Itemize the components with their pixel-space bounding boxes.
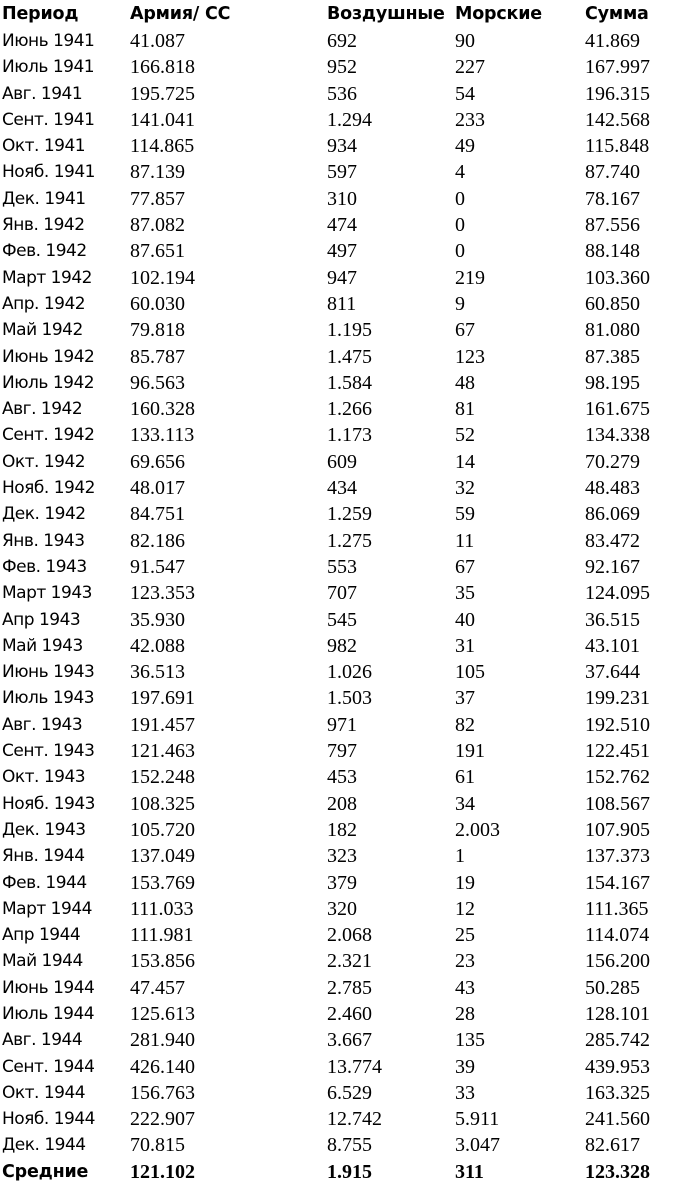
cell-period: Июнь 1941 [2, 31, 95, 51]
cell-naval: 25 [455, 924, 475, 947]
cell-period: Сент. 1943 [2, 741, 95, 762]
table-row [0, 54, 674, 80]
table-row [0, 422, 674, 448]
cell-air: 497 [327, 240, 357, 263]
table-row [0, 449, 674, 475]
table-row [0, 28, 674, 54]
cell-air: 609 [327, 450, 357, 473]
cell-naval: 219 [455, 266, 485, 289]
cell-air: 811 [327, 292, 357, 315]
cell-total: 167.997 [585, 56, 650, 79]
cell-total: 156.200 [585, 950, 650, 973]
cell-total: 43.101 [585, 634, 640, 657]
cell-air: 310 [327, 187, 357, 210]
cell-army: 160.328 [130, 398, 195, 421]
cell-period: Дек. 1941 [2, 188, 86, 209]
cell-total: 115.848 [585, 135, 650, 158]
cell-army: 281.940 [130, 1029, 195, 1052]
cell-total: 114.074 [585, 924, 650, 947]
cell-army: 156.763 [130, 1081, 195, 1104]
summary-naval: 311 [455, 1160, 484, 1183]
cell-period: Окт. 1943 [2, 767, 86, 788]
cell-total: 241.560 [585, 1108, 650, 1131]
cell-period: Янв. 1944 [2, 846, 85, 867]
cell-naval: 28 [455, 1002, 475, 1025]
cell-total: 88.148 [585, 240, 640, 263]
table-row [0, 212, 674, 238]
cell-army: 121.463 [130, 740, 195, 763]
cell-army: 197.691 [130, 687, 195, 710]
cell-army: 166.818 [130, 56, 195, 79]
header-naval: Морские [455, 4, 542, 24]
table-row [0, 764, 674, 790]
table-row [0, 633, 674, 659]
cell-period: Сент. 1944 [2, 1056, 95, 1077]
table-row [0, 712, 674, 738]
cell-total: 78.167 [585, 187, 640, 210]
cell-period: Май 1942 [2, 320, 83, 341]
cell-period: Нояб. 1944 [2, 1109, 95, 1130]
cell-army: 102.194 [130, 266, 195, 289]
cell-naval: 67 [455, 319, 475, 342]
cell-period: Нояб. 1942 [2, 478, 95, 499]
table-row [0, 843, 674, 869]
cell-army: 426.140 [130, 1055, 195, 1078]
cell-naval: 123 [455, 345, 485, 368]
cell-period: Дек. 1944 [2, 1135, 86, 1156]
cell-total: 142.568 [585, 108, 650, 131]
cell-naval: 35 [455, 582, 475, 605]
cell-naval: 3.047 [455, 1134, 500, 1157]
cell-total: 87.740 [585, 161, 640, 184]
cell-period: Март 1942 [2, 267, 92, 288]
cell-total: 36.515 [585, 608, 640, 631]
cell-total: 41.869 [585, 30, 640, 52]
cell-period: Дек. 1943 [2, 819, 86, 840]
cell-air: 208 [327, 792, 357, 815]
cell-naval: 32 [455, 477, 475, 500]
table-row [0, 817, 674, 843]
header-row [0, 0, 674, 28]
cell-air: 2.068 [327, 924, 372, 947]
cell-air: 947 [327, 266, 357, 289]
table-row [0, 1001, 674, 1027]
cell-naval: 227 [455, 56, 485, 79]
cell-period: Янв. 1943 [2, 530, 85, 551]
cell-total: 83.472 [585, 529, 640, 552]
table-row [0, 159, 674, 185]
header-total: Сумма [585, 4, 649, 24]
cell-air: 1.259 [327, 503, 372, 526]
cell-total: 107.905 [585, 818, 650, 841]
cell-air: 1.503 [327, 687, 372, 710]
table-row [0, 948, 674, 974]
cell-period: Авг. 1943 [2, 714, 83, 735]
cell-air: 707 [327, 582, 357, 605]
cell-total: 152.762 [585, 766, 650, 789]
cell-army: 69.656 [130, 450, 185, 473]
cell-total: 103.360 [585, 266, 650, 289]
cell-army: 42.088 [130, 634, 185, 657]
header-air: Воздушные [327, 4, 445, 24]
cell-air: 6.529 [327, 1081, 372, 1104]
cell-period: Янв. 1942 [2, 215, 85, 236]
cell-naval: 34 [455, 792, 475, 815]
cell-total: 196.315 [585, 82, 650, 105]
cell-total: 122.451 [585, 740, 650, 763]
cell-air: 1.266 [327, 398, 372, 421]
cell-naval: 135 [455, 1029, 485, 1052]
cell-naval: 61 [455, 766, 475, 789]
cell-army: 84.751 [130, 503, 185, 526]
cell-naval: 54 [455, 82, 475, 105]
cell-period: Нояб. 1943 [2, 793, 95, 814]
table-row [0, 396, 674, 422]
cell-air: 2.321 [327, 950, 372, 973]
summary-row [0, 1159, 674, 1185]
cell-naval: 48 [455, 371, 475, 394]
cell-army: 111.981 [130, 924, 194, 947]
cell-total: 82.617 [585, 1134, 640, 1157]
header-army: Армия/ СС [130, 4, 231, 24]
table-row [0, 1080, 674, 1106]
cell-air: 323 [327, 845, 357, 868]
cell-air: 1.294 [327, 108, 372, 131]
cell-army: 87.082 [130, 214, 185, 237]
table-row [0, 475, 674, 501]
cell-total: 92.167 [585, 555, 640, 578]
table-row [0, 1106, 674, 1132]
cell-army: 152.248 [130, 766, 195, 789]
cell-army: 41.087 [130, 30, 185, 52]
cell-army: 125.613 [130, 1002, 195, 1025]
cell-air: 545 [327, 608, 357, 631]
cell-total: 81.080 [585, 319, 640, 342]
cell-air: 692 [327, 30, 357, 52]
cell-naval: 5.911 [455, 1108, 500, 1131]
cell-naval: 43 [455, 976, 475, 999]
table-row [0, 896, 674, 922]
cell-total: 108.567 [585, 792, 650, 815]
table-row [0, 1132, 674, 1158]
cell-period: Май 1944 [2, 951, 83, 972]
cell-air: 13.774 [327, 1055, 382, 1078]
cell-naval: 40 [455, 608, 475, 631]
cell-naval: 33 [455, 1081, 475, 1104]
cell-air: 8.755 [327, 1134, 372, 1157]
cell-army: 133.113 [130, 424, 195, 447]
cell-total: 86.069 [585, 503, 640, 526]
table-row [0, 370, 674, 396]
cell-air: 982 [327, 634, 357, 657]
cell-air: 2.785 [327, 976, 372, 999]
table-row [0, 607, 674, 633]
cell-period: Июль 1941 [2, 57, 95, 78]
cell-period: Апр. 1942 [2, 293, 86, 314]
cell-naval: 12 [455, 897, 475, 920]
cell-total: 161.675 [585, 398, 650, 421]
summary-army: 121.102 [130, 1160, 195, 1183]
cell-total: 137.373 [585, 845, 650, 868]
table-row [0, 501, 674, 527]
table-row [0, 186, 674, 212]
cell-period: Июль 1942 [2, 372, 95, 393]
cell-naval: 1 [455, 845, 465, 868]
cell-army: 123.353 [130, 582, 195, 605]
cell-air: 1.275 [327, 529, 372, 552]
cell-air: 434 [327, 477, 357, 500]
cell-total: 439.953 [585, 1055, 650, 1078]
cell-period: Нояб. 1941 [2, 162, 95, 183]
cell-army: 82.186 [130, 529, 185, 552]
cell-air: 536 [327, 82, 357, 105]
cell-air: 971 [327, 713, 357, 736]
cell-naval: 67 [455, 555, 475, 578]
cell-period: Авг. 1944 [2, 1030, 83, 1051]
cell-naval: 37 [455, 687, 475, 710]
cell-naval: 81 [455, 398, 475, 421]
cell-period: Июль 1944 [2, 1003, 95, 1024]
summary-total: 123.328 [585, 1160, 650, 1183]
cell-army: 153.856 [130, 950, 195, 973]
cell-period: Июнь 1942 [2, 346, 95, 367]
cell-air: 453 [327, 766, 357, 789]
cell-air: 1.026 [327, 661, 372, 684]
table-row [0, 528, 674, 554]
table-row [0, 685, 674, 711]
cell-period: Авг. 1942 [2, 399, 83, 420]
cell-period: Апр 1944 [2, 925, 81, 946]
cell-total: 50.285 [585, 976, 640, 999]
cell-period: Окт. 1944 [2, 1082, 86, 1103]
cell-army: 87.139 [130, 161, 185, 184]
cell-total: 285.742 [585, 1029, 650, 1052]
cell-naval: 52 [455, 424, 475, 447]
cell-period: Июнь 1943 [2, 662, 95, 683]
cell-period: Март 1944 [2, 898, 92, 919]
cell-air: 797 [327, 740, 357, 763]
cell-naval: 19 [455, 871, 475, 894]
cell-total: 87.556 [585, 214, 640, 237]
cell-total: 163.325 [585, 1081, 650, 1104]
cell-period: Март 1943 [2, 583, 92, 604]
cell-total: 60.850 [585, 292, 640, 315]
cell-army: 108.325 [130, 792, 195, 815]
cell-army: 47.457 [130, 976, 185, 999]
table-row [0, 1054, 674, 1080]
cell-air: 1.195 [327, 319, 372, 342]
cell-period: Фев. 1944 [2, 872, 87, 893]
cell-army: 60.030 [130, 292, 185, 315]
cell-period: Дек. 1942 [2, 504, 86, 525]
cell-army: 141.041 [130, 108, 195, 131]
cell-total: 134.338 [585, 424, 650, 447]
table-row [0, 870, 674, 896]
cell-army: 96.563 [130, 371, 185, 394]
cell-army: 91.547 [130, 555, 185, 578]
cell-total: 98.195 [585, 371, 640, 394]
cell-naval: 105 [455, 661, 485, 684]
table-row [0, 659, 674, 685]
table-row [0, 554, 674, 580]
cell-period: Апр 1943 [2, 609, 81, 630]
cell-total: 128.101 [585, 1002, 650, 1025]
cell-army: 48.017 [130, 477, 185, 500]
cell-naval: 59 [455, 503, 475, 526]
cell-total: 154.167 [585, 871, 650, 894]
table-row [0, 265, 674, 291]
cell-total: 70.279 [585, 450, 640, 473]
cell-air: 597 [327, 161, 357, 184]
cell-naval: 11 [455, 529, 475, 552]
cell-army: 191.457 [130, 713, 195, 736]
cell-naval: 49 [455, 135, 475, 158]
cell-period: Окт. 1942 [2, 451, 86, 472]
cell-naval: 191 [455, 740, 485, 763]
table-row [0, 975, 674, 1001]
cell-air: 952 [327, 56, 357, 79]
cell-naval: 233 [455, 108, 485, 131]
table-body [0, 28, 674, 1159]
cell-naval: 2.003 [455, 818, 500, 841]
cell-naval: 39 [455, 1055, 475, 1078]
cell-total: 199.231 [585, 687, 650, 710]
cell-naval: 4 [455, 161, 465, 184]
cell-army: 77.857 [130, 187, 185, 210]
table-row [0, 133, 674, 159]
cell-naval: 0 [455, 240, 465, 263]
table-row [0, 317, 674, 343]
cell-air: 553 [327, 555, 357, 578]
cell-air: 3.667 [327, 1029, 372, 1052]
cell-total: 124.095 [585, 582, 650, 605]
cell-air: 379 [327, 871, 357, 894]
cell-air: 320 [327, 897, 357, 920]
table-row [0, 344, 674, 370]
cell-army: 36.513 [130, 661, 185, 684]
cell-army: 87.651 [130, 240, 185, 263]
table-row [0, 738, 674, 764]
table-row [0, 107, 674, 133]
cell-period: Фев. 1943 [2, 556, 87, 577]
cell-army: 111.033 [130, 897, 194, 920]
cell-total: 111.365 [585, 897, 649, 920]
cell-total: 48.483 [585, 477, 640, 500]
cell-period: Фев. 1942 [2, 241, 87, 262]
table-row [0, 81, 674, 107]
cell-period: Сент. 1941 [2, 109, 95, 130]
cell-army: 137.049 [130, 845, 195, 868]
summary-air: 1.915 [327, 1160, 372, 1183]
table-row [0, 238, 674, 264]
cell-total: 87.385 [585, 345, 640, 368]
cell-army: 105.720 [130, 818, 195, 841]
cell-period: Июль 1943 [2, 688, 95, 709]
cell-army: 114.865 [130, 135, 195, 158]
cell-army: 79.818 [130, 319, 185, 342]
cell-air: 1.584 [327, 371, 372, 394]
table-row [0, 1027, 674, 1053]
cell-air: 182 [327, 818, 357, 841]
cell-army: 222.907 [130, 1108, 195, 1131]
cell-naval: 0 [455, 187, 465, 210]
table-row [0, 580, 674, 606]
cell-air: 1.173 [327, 424, 372, 447]
cell-army: 35.930 [130, 608, 185, 631]
cell-naval: 14 [455, 450, 475, 473]
cell-air: 12.742 [327, 1108, 382, 1131]
cell-army: 153.769 [130, 871, 195, 894]
summary-period: Средние [2, 1161, 89, 1182]
cell-air: 1.475 [327, 345, 372, 368]
cell-total: 192.510 [585, 713, 650, 736]
cell-total: 37.644 [585, 661, 640, 684]
cell-army: 70.815 [130, 1134, 185, 1157]
table-row [0, 291, 674, 317]
cell-army: 85.787 [130, 345, 185, 368]
cell-naval: 90 [455, 30, 475, 52]
cell-naval: 0 [455, 214, 465, 237]
header-period: Период [2, 4, 79, 24]
cell-naval: 82 [455, 713, 475, 736]
cell-naval: 9 [455, 292, 465, 315]
cell-period: Май 1943 [2, 635, 83, 656]
cell-period: Окт. 1941 [2, 136, 86, 157]
cell-period: Авг. 1941 [2, 83, 83, 104]
cell-air: 474 [327, 214, 357, 237]
cell-army: 195.725 [130, 82, 195, 105]
cell-air: 2.460 [327, 1002, 372, 1025]
cell-period: Сент. 1942 [2, 425, 95, 446]
cell-naval: 31 [455, 634, 475, 657]
cell-air: 934 [327, 135, 357, 158]
table-row [0, 791, 674, 817]
cell-period: Июнь 1944 [2, 977, 95, 998]
cell-naval: 23 [455, 950, 475, 973]
table-row [0, 922, 674, 948]
